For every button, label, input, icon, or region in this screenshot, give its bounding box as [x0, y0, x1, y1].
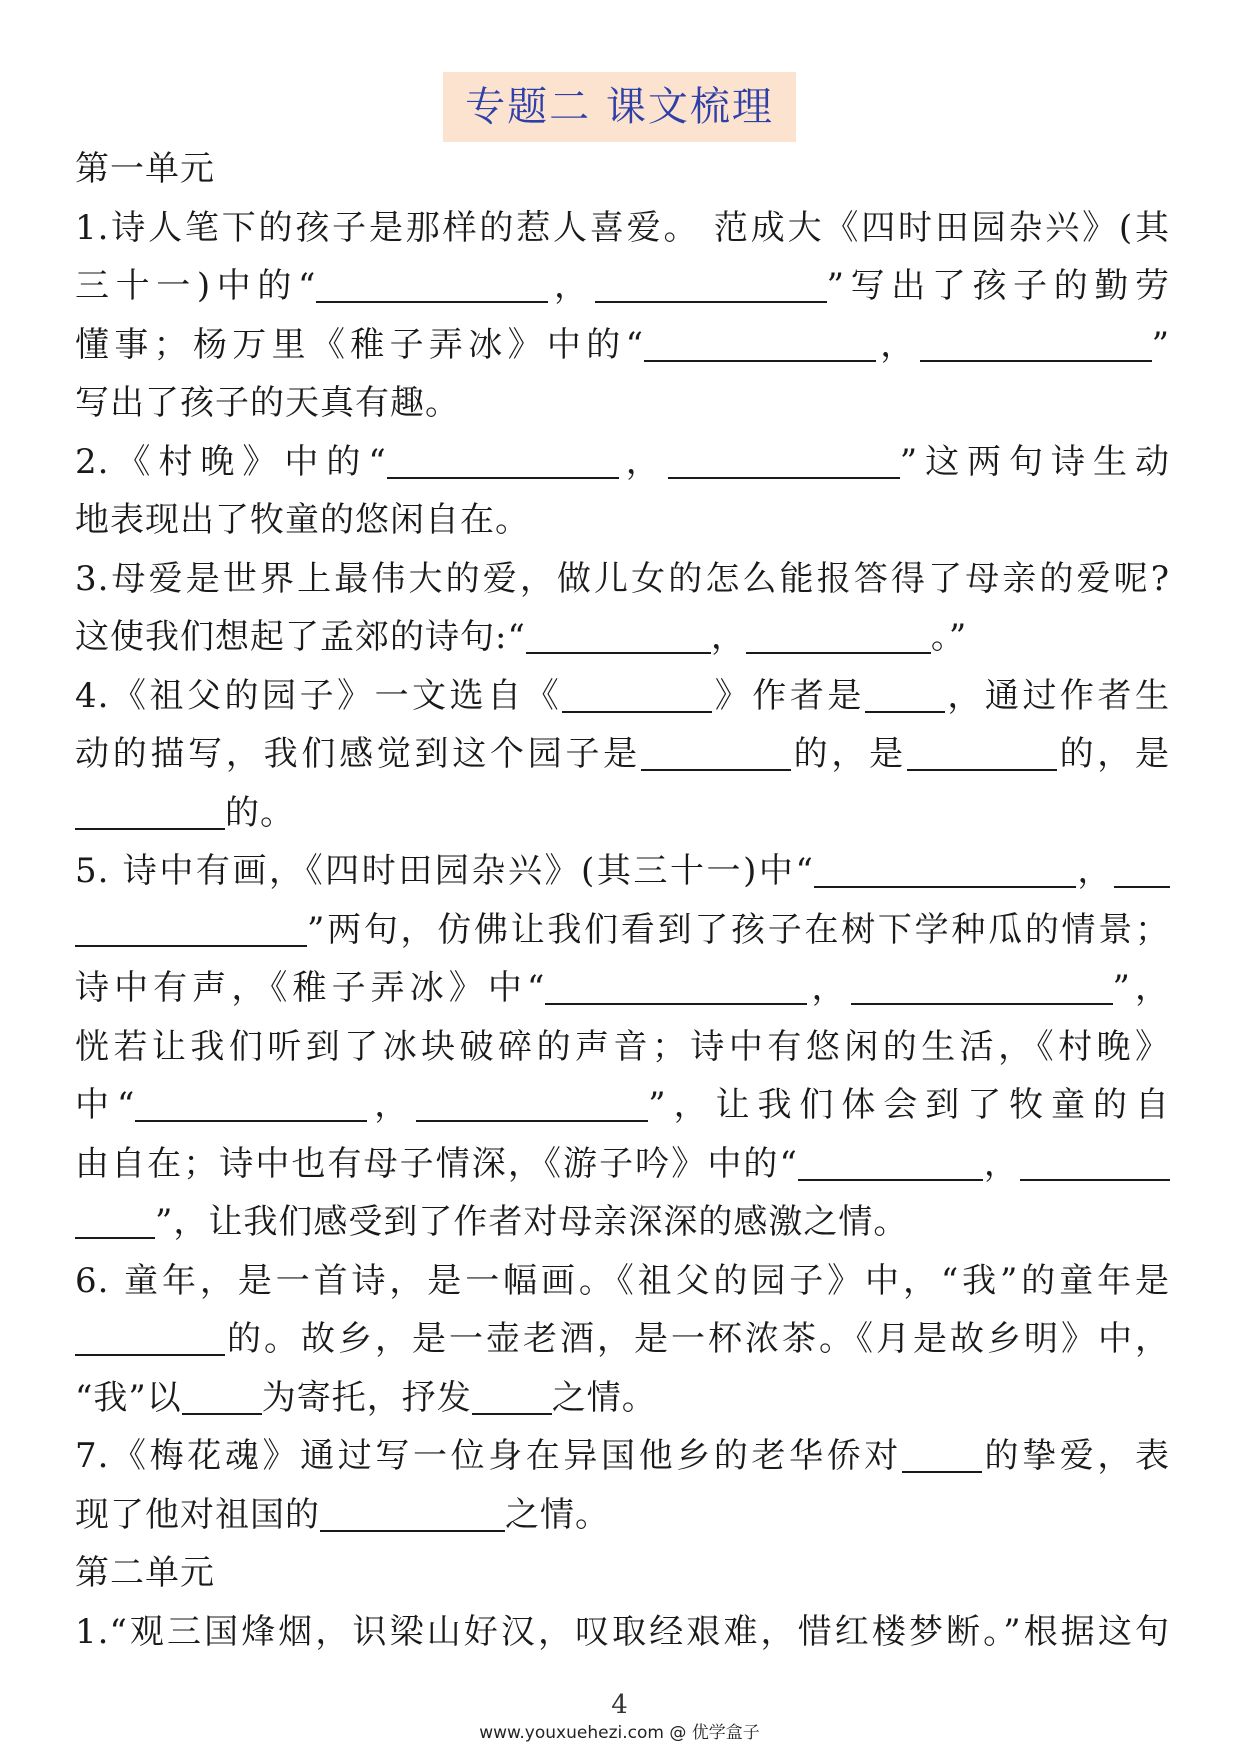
text-segment: 4.《祖父的园子》一文选自《 — [75, 675, 563, 716]
q2-line-1 — [75, 433, 1170, 492]
text-segment: “我”以 — [75, 1377, 182, 1418]
u2-q1-line-1: 1.“观三国烽烟，识梁山好汉，叹取经艰难，惜红楼梦断。”根据这句 — [75, 1611, 1170, 1652]
fill-blank[interactable] — [472, 1375, 552, 1415]
fill-blank[interactable] — [907, 731, 1057, 771]
text-segment: 2.《村晚》中的“ — [75, 441, 387, 482]
text-segment: ”两句，仿佛让我们看到了孩子在树下学种瓜的情景； — [307, 909, 1170, 950]
text-segment: ， — [982, 1143, 1020, 1184]
q7-line-1 — [75, 1427, 1170, 1486]
fill-blank[interactable] — [562, 673, 712, 713]
content-body — [75, 140, 1170, 1661]
page-title: 专题二 课文梳理 — [443, 72, 796, 142]
fill-blank[interactable] — [320, 1492, 505, 1532]
fill-blank[interactable] — [316, 263, 548, 303]
text-segment: ， — [710, 617, 746, 657]
text-segment: 7.《梅花魂》通过写一位身在异国他乡的老华侨对 — [75, 1436, 902, 1476]
text-segment: ”，让我们感受到了作者对母亲深深的感激之情。 — [155, 1202, 909, 1242]
text-segment: ， — [1075, 851, 1114, 891]
q3-line-2 — [75, 608, 1170, 667]
q5-line-3 — [75, 959, 1170, 1018]
q1-line-4: 写出了孩子的天真有趣。 — [75, 383, 460, 423]
site-watermark: www.youxuehezi.com @ 优学盒子 — [479, 1723, 760, 1743]
fill-blank[interactable] — [416, 1082, 648, 1122]
q5-line-2 — [75, 901, 1170, 960]
text-segment: 懂事；杨万里《稚子弄冰》中的“ — [75, 324, 644, 365]
fill-blank[interactable] — [182, 1375, 262, 1415]
fill-blank[interactable] — [526, 614, 711, 654]
q1-line-2 — [75, 257, 1170, 316]
fill-blank[interactable] — [1020, 1141, 1170, 1181]
fill-blank[interactable] — [75, 1316, 225, 1356]
text-segment: 。” — [930, 617, 968, 657]
fill-blank[interactable] — [387, 439, 619, 479]
text-segment: ，通过作者生 — [944, 675, 1170, 716]
text-segment: 中“ — [75, 1085, 136, 1125]
q4-line-3 — [75, 784, 1170, 843]
fill-blank[interactable] — [814, 848, 1076, 888]
fill-blank[interactable] — [644, 322, 876, 362]
q3-line-1: 3.母爱是世界上最伟大的爱，做儿女的怎么能报答得了母亲的爱呢? — [75, 558, 1170, 599]
q1-line-3 — [75, 316, 1170, 375]
q6-line-1: 6. 童年，是一首诗，是一幅画。《祖父的园子》中，“我”的童年是 — [75, 1260, 1170, 1301]
fill-blank[interactable] — [75, 907, 307, 947]
fill-blank[interactable] — [135, 1082, 367, 1122]
fill-blank[interactable] — [75, 1199, 155, 1239]
text-segment: ， — [548, 266, 595, 306]
q6-line-2 — [75, 1310, 1170, 1369]
q2-line-2: 地表现出了牧童的悠闲自在。 — [75, 500, 530, 540]
fill-blank[interactable] — [1114, 848, 1170, 888]
text-segment: 动的描写，我们感觉到这个园子是 — [75, 734, 641, 774]
fill-blank[interactable] — [641, 731, 791, 771]
fill-blank[interactable] — [865, 673, 945, 713]
q4-line-2 — [75, 725, 1170, 784]
q1-line-1: 1.诗人笔下的孩子是那样的惹人喜爱。 范成大《四时田园杂兴》(其 — [75, 207, 1170, 248]
text-segment: ， — [618, 441, 668, 482]
fill-blank[interactable] — [798, 1141, 983, 1181]
text-segment: ”，让我们体会到了牧童的自 — [648, 1085, 1170, 1125]
text-segment: 现了他对祖国的 — [75, 1494, 320, 1535]
text-segment: 由自在；诗中也有母子情深，《游子吟》中的“ — [75, 1143, 798, 1184]
text-segment: 的。故乡，是一壶老酒，是一杯浓茶。《月是故乡明》中， — [225, 1319, 1170, 1359]
fill-blank[interactable] — [920, 322, 1152, 362]
fill-blank[interactable] — [902, 1433, 982, 1473]
title-area — [0, 72, 1239, 142]
text-segment: 之情。 — [505, 1494, 610, 1535]
text-segment: 之情。 — [551, 1377, 657, 1418]
q5-line-7 — [75, 1193, 1170, 1252]
text-segment: 的。 — [225, 792, 295, 833]
unit-heading-1: 第一单元 — [75, 149, 215, 189]
q5-line-6 — [75, 1135, 1170, 1194]
text-segment: 5. 诗中有画，《四时田园杂兴》(其三十一)中“ — [75, 851, 814, 891]
text-segment: ” — [1151, 324, 1170, 365]
q7-line-2 — [75, 1486, 1170, 1545]
fill-blank[interactable] — [746, 614, 931, 654]
fill-blank[interactable] — [668, 439, 900, 479]
unit-heading-2: 第二单元 — [75, 1553, 215, 1593]
text-segment: ， — [367, 1085, 417, 1125]
text-segment: 的，是 — [1056, 734, 1170, 774]
text-segment: ， — [807, 968, 851, 1008]
text-segment: ”这两句诗生动 — [899, 441, 1170, 482]
text-segment: 的挚爱，表 — [981, 1436, 1170, 1476]
q6-line-3 — [75, 1369, 1170, 1428]
q5-line-5 — [75, 1076, 1170, 1135]
text-segment: ”， — [1112, 968, 1170, 1008]
fill-blank[interactable] — [75, 790, 225, 830]
q5-line-1 — [75, 842, 1170, 901]
page-number: 4 — [611, 1690, 628, 1720]
text-segment: ”写出了孩子的勤劳 — [826, 266, 1170, 306]
text-segment: 为寄托，抒发 — [261, 1377, 472, 1418]
q4-line-1 — [75, 667, 1170, 726]
text-segment: 三十一)中的“ — [75, 266, 317, 306]
text-segment: ， — [875, 324, 920, 365]
fill-blank[interactable] — [545, 965, 807, 1005]
text-segment: 》作者是 — [712, 675, 865, 716]
fill-blank[interactable] — [595, 263, 827, 303]
text-segment: 的，是 — [790, 734, 907, 774]
q5-line-4: 恍若让我们听到了冰块破碎的声音；诗中有悠闲的生活，《村晚》 — [75, 1026, 1170, 1067]
fill-blank[interactable] — [851, 965, 1113, 1005]
text-segment: 这使我们想起了孟郊的诗句:“ — [75, 617, 526, 657]
text-segment: 诗中有声，《稚子弄冰》中“ — [75, 968, 546, 1008]
